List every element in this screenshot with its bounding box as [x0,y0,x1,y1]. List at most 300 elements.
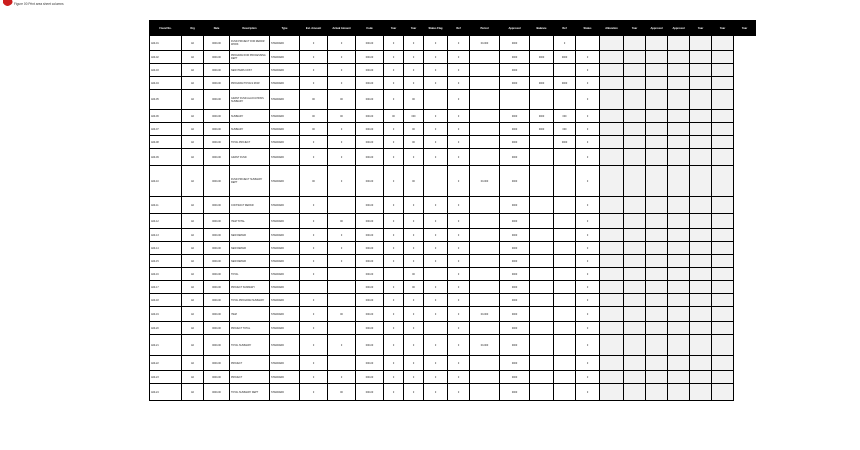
table-cell: 0000 [500,294,530,307]
table-cell: 0 [404,255,424,268]
table-cell [646,36,668,51]
table-cell: A0 [182,51,204,64]
table-cell: 000-00 [356,322,384,335]
table-cell [668,384,690,401]
table-cell [668,371,690,384]
column-header: Year [624,21,646,36]
table-cell: 0000 [500,384,530,401]
table-cell: A00-13 [150,229,182,242]
table-cell: 0 [384,214,404,229]
table-cell: 0000-00 [204,307,230,322]
table-cell [668,136,690,149]
column-header: Period [470,21,500,36]
table-cell: 0 [576,136,600,149]
table-cell: 0000 [500,214,530,229]
table-cell: STANDARD [270,64,300,77]
table-cell [690,255,712,268]
table-cell [668,90,690,110]
table-row [150,197,756,214]
table-cell: 0000 [500,166,530,197]
table-cell: 0 [384,90,404,110]
column-header: Year [690,21,712,36]
table-cell: 0 [300,255,328,268]
table-cell [668,123,690,136]
table-cell: A0 [182,214,204,229]
table-cell: PROGRAM TOTALS ROW [230,77,270,90]
table-cell [624,268,646,281]
table-cell [712,307,734,322]
table-cell: 0 [300,149,328,166]
table-cell [600,294,624,307]
table-cell: 0 [328,166,356,197]
table-cell [646,123,668,136]
table-cell: 0 [328,229,356,242]
table-cell [712,371,734,384]
table-row [150,136,756,149]
table-cell: 0 [300,371,328,384]
table-cell [646,255,668,268]
column-header: Org [182,21,204,36]
table-cell: A00-06 [150,110,182,123]
table-cell [712,255,734,268]
table-cell [600,110,624,123]
table-cell [712,281,734,294]
table-cell: A00-01 [150,36,182,51]
table-cell [712,229,734,242]
table-cell: A0 [182,384,204,401]
table-row [150,356,756,371]
table-cell: 000-00 [356,110,384,123]
table-cell: 0000-00 [204,123,230,136]
table-cell: 000-00 [356,64,384,77]
table-cell: 0 [448,268,470,281]
table-cell [530,322,554,335]
table-cell: 0 [384,197,404,214]
table-cell: 0 [404,356,424,371]
table-header-row [150,21,756,36]
table-cell [668,166,690,197]
table-cell [470,136,500,149]
table-cell: 0 [300,64,328,77]
table-cell [712,197,734,214]
table-cell: 0 [448,197,470,214]
table-cell [690,384,712,401]
table-cell [554,307,576,322]
table-cell [712,322,734,335]
table-row [150,294,756,307]
table-cell: 0 [424,294,448,307]
table-cell [554,356,576,371]
table-cell [690,123,712,136]
table-cell: 0 [576,229,600,242]
column-header: Year [384,21,404,36]
table-cell [600,214,624,229]
table-cell: 0000 [500,307,530,322]
table-cell: STANDARD [270,229,300,242]
table-cell: 0 [384,322,404,335]
table-cell [470,242,500,255]
table-cell: A00-18 [150,294,182,307]
table-cell [624,307,646,322]
table-cell: 0 [424,229,448,242]
table-cell: A0 [182,371,204,384]
table-cell [530,136,554,149]
table-cell [470,268,500,281]
table-cell: 0 [328,149,356,166]
table-cell: 0 [384,294,404,307]
table-cell: 0000 [500,110,530,123]
table-cell: 0000 [500,229,530,242]
table-cell: 00-000 [470,335,500,356]
table-cell: 0 [404,384,424,401]
table-cell: 00 [404,166,424,197]
table-cell [530,384,554,401]
table-cell: A0 [182,197,204,214]
table-cell: STANDARD [270,335,300,356]
table-row [150,242,756,255]
table-cell: 0 [300,36,328,51]
table-cell [646,166,668,197]
table-cell: 0 [300,136,328,149]
table-cell [624,384,646,401]
table-cell: 0 [384,356,404,371]
table-cell: A00-22 [150,356,182,371]
table-cell: A0 [182,294,204,307]
table-cell [712,90,734,110]
table-cell: A00-15 [150,255,182,268]
table-cell: 0 [448,384,470,401]
table-cell: A00-21 [150,335,182,356]
table-cell: 0 [424,51,448,64]
table-cell: 0 [448,123,470,136]
table-cell: 0000-00 [204,36,230,51]
table-cell: 0 [328,64,356,77]
table-cell [668,36,690,51]
table-cell: 0 [576,242,600,255]
table-cell: PROJECT SUMMARY [230,281,270,294]
column-header: Approved [668,21,690,36]
table-cell [712,136,734,149]
table-cell: 000 [554,110,576,123]
table-cell: 0000 [500,123,530,136]
table-cell: 00 [404,136,424,149]
table-cell: 0 [328,255,356,268]
table-row [150,255,756,268]
table-row [150,77,756,90]
table-cell: 000-00 [356,149,384,166]
table-cell: 0 [384,64,404,77]
table-cell: 0000-00 [204,149,230,166]
table-cell [530,242,554,255]
table-cell [646,307,668,322]
table-cell [530,197,554,214]
table-cell [690,136,712,149]
table-cell [470,197,500,214]
table-cell: TOTAL PROGRAM SUMMARY [230,294,270,307]
table-cell: 000-00 [356,268,384,281]
table-cell: 0 [576,307,600,322]
table-cell [646,229,668,242]
table-cell: 0000 [500,255,530,268]
table-cell: A00-14 [150,242,182,255]
table-cell [690,356,712,371]
table-cell [624,149,646,166]
table-cell [690,36,712,51]
table-cell [624,166,646,197]
table-cell: 0 [404,335,424,356]
table-cell: STANDARD [270,123,300,136]
table-cell: NEW REPAIR [230,255,270,268]
table-cell: 00 [404,268,424,281]
table-cell: 0 [328,123,356,136]
column-header: Allocation [600,21,624,36]
table-cell: STANDARD [270,322,300,335]
table-cell: 0000 [500,281,530,294]
table-cell: 0000-00 [204,110,230,123]
table-cell: A00-17 [150,281,182,294]
table-cell: 0 [424,136,448,149]
table-cell: 00 [328,307,356,322]
table-cell: 0 [424,384,448,401]
table-cell [712,335,734,356]
table-cell [624,281,646,294]
table-cell: 0 [576,335,600,356]
table-cell: TOTAL SUMMARY [230,335,270,356]
table-cell [624,110,646,123]
table-cell: A0 [182,356,204,371]
table-cell [554,294,576,307]
table-cell [600,136,624,149]
table-cell [690,242,712,255]
table-cell [712,268,734,281]
table-cell [668,322,690,335]
table-cell: 0 [576,281,600,294]
table-cell [668,356,690,371]
table-cell [554,371,576,384]
table-cell: 000-00 [356,51,384,64]
table-cell: 0 [384,335,404,356]
table-cell [470,356,500,371]
table-cell [600,197,624,214]
table-cell: 0 [404,242,424,255]
table-cell [470,384,500,401]
table-cell: 0 [576,356,600,371]
table-cell [690,229,712,242]
table-cell: 0 [424,356,448,371]
table-cell [530,36,554,51]
table-cell [624,255,646,268]
table-row [150,229,756,242]
table-cell: 0000-00 [204,294,230,307]
table-cell [712,384,734,401]
table-cell: 0000-00 [204,281,230,294]
table-cell: 0000-00 [204,255,230,268]
table-cell: A0 [182,229,204,242]
table-cell [668,307,690,322]
table-cell: 0 [384,242,404,255]
table-cell: 0000-00 [204,77,230,90]
table-cell: 0 [576,294,600,307]
table-cell [328,294,356,307]
table-cell [668,149,690,166]
table-cell [600,36,624,51]
table-cell [470,229,500,242]
table-cell: 00 [300,166,328,197]
table-cell [500,90,530,110]
table-cell: 0 [448,322,470,335]
table-cell [690,149,712,166]
table-cell: A0 [182,255,204,268]
table-cell [624,356,646,371]
table-cell [646,136,668,149]
table-cell: 0 [404,149,424,166]
table-cell [600,322,624,335]
table-cell [624,197,646,214]
table-cell: 0 [448,36,470,51]
table-cell: 0000-00 [204,384,230,401]
table-cell: 0 [300,294,328,307]
table-cell: 0 [404,77,424,90]
table-cell: 0 [448,242,470,255]
table-cell [646,322,668,335]
table-cell: 000-00 [356,77,384,90]
table-cell: 000-00 [356,255,384,268]
table-cell: 0000-00 [204,214,230,229]
table-cell [600,255,624,268]
table-cell: STANDARD [270,307,300,322]
column-header: Fiscal No. [150,21,182,36]
table-cell: PROJECT TOTAL [230,322,270,335]
table-cell: 0000-00 [204,335,230,356]
table-cell: 00 [384,110,404,123]
table-cell: 0 [576,371,600,384]
table-cell: 000-00 [356,307,384,322]
table-cell [384,268,404,281]
table-cell: STANDARD [270,166,300,197]
table-cell [600,90,624,110]
table-cell: 000-00 [356,335,384,356]
table-cell [712,51,734,64]
table-cell [554,64,576,77]
column-header: Date [204,21,230,36]
table-cell [624,371,646,384]
table-cell [712,356,734,371]
table-cell: STANDARD [270,110,300,123]
table-cell: 0000-00 [204,356,230,371]
table-cell [554,255,576,268]
table-cell [554,281,576,294]
table-cell: 0000 [500,136,530,149]
table-cell: SUMMARY [230,110,270,123]
table-cell: 000-00 [356,356,384,371]
table-cell: A0 [182,242,204,255]
table-cell: 0000-00 [204,371,230,384]
table-cell [646,214,668,229]
table-cell: NEW REPAIR [230,229,270,242]
table-cell: 0 [576,384,600,401]
table-cell [624,64,646,77]
table-cell: 0 [404,294,424,307]
table-cell [470,110,500,123]
table-cell [554,214,576,229]
table-cell [624,123,646,136]
table-cell [712,110,734,123]
table-cell: A0 [182,281,204,294]
table-cell: 0 [424,307,448,322]
table-cell: STANDARD [270,371,300,384]
table-cell: 0 [404,322,424,335]
table-cell [624,136,646,149]
table-cell: 000 [404,110,424,123]
table-cell: 0 [300,229,328,242]
table-cell: 0000-00 [204,322,230,335]
table-cell [668,229,690,242]
table-cell: 0000-00 [204,51,230,64]
table-row [150,149,756,166]
table-cell: STANDARD [270,214,300,229]
table-cell: 000-00 [356,294,384,307]
table-cell: 0 [448,335,470,356]
table-cell: 0 [576,110,600,123]
table-cell: 0 [424,149,448,166]
table-cell [646,64,668,77]
table-cell [690,307,712,322]
column-header: Status [576,21,600,36]
table-cell [668,110,690,123]
table-cell [712,242,734,255]
table-cell: 0000-00 [204,90,230,110]
table-cell: 0 [384,51,404,64]
table-cell: 0 [448,307,470,322]
table-cell: A00-23 [150,371,182,384]
table-cell [624,90,646,110]
table-cell: STANDARD [270,384,300,401]
table-cell: 0 [300,356,328,371]
table-cell [668,214,690,229]
table-cell [554,384,576,401]
table-cell: 0 [424,371,448,384]
table-cell: A0 [182,268,204,281]
table-cell: A00-19 [150,307,182,322]
table-cell: 0 [404,229,424,242]
table-cell [530,90,554,110]
table-cell [600,335,624,356]
table-cell: 000-00 [356,229,384,242]
table-cell: 0 [300,77,328,90]
table-cell: STANDARD [270,268,300,281]
table-cell: 0 [404,214,424,229]
data-table-sheet [149,20,748,426]
table-cell [712,123,734,136]
table-cell: 0 [448,64,470,77]
table-cell: 0 [448,51,470,64]
table-cell [530,371,554,384]
table-cell: 0000 [554,136,576,149]
table-cell [470,371,500,384]
table-cell [470,322,500,335]
table-cell: 00 [300,90,328,110]
table-cell [712,77,734,90]
table-cell: 0000-00 [204,197,230,214]
table-cell: 0 [576,268,600,281]
table-cell [554,242,576,255]
table-cell: FUND PROJECT FOR REPAIR WORK [230,36,270,51]
table-cell: A0 [182,322,204,335]
table-row [150,322,756,335]
table-row [150,123,756,136]
table-cell [424,322,448,335]
table-cell: A0 [182,335,204,356]
